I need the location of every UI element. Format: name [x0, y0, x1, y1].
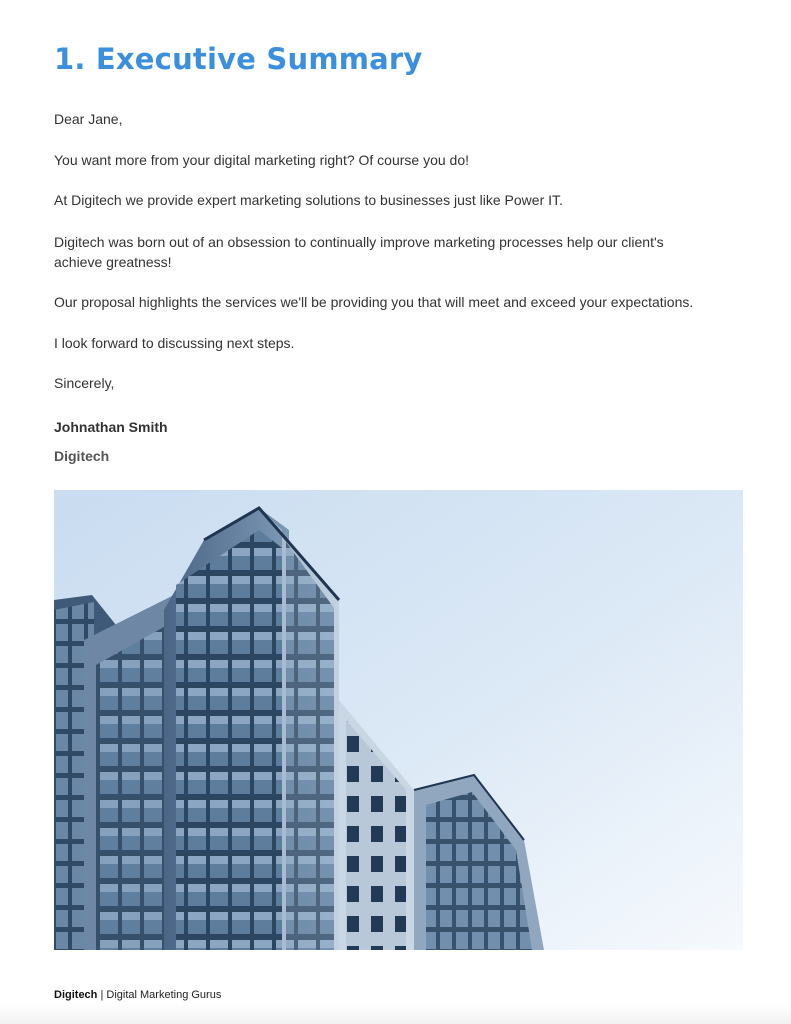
footer	[54, 989, 221, 1001]
signature-company: Digitech	[54, 448, 110, 464]
body-paragraph: Our proposal highlights the services we'll be providing you that will meet and exceed your expectations.	[54, 294, 694, 310]
body-paragraph: I look forward to discussing next steps.	[54, 335, 295, 351]
page-title: 1. Executive Summary	[54, 42, 423, 76]
footer-brand: Digitech	[54, 989, 98, 1001]
page-bottom-edge	[0, 1004, 791, 1024]
building-photo	[54, 490, 743, 950]
building-illustration	[54, 490, 743, 950]
body-paragraph: At Digitech we provide expert marketing solutions to businesses just like Power IT.	[54, 192, 563, 208]
footer-tagline: Digital Marketing Gurus	[106, 989, 222, 1001]
footer-separator: |	[97, 989, 107, 1001]
signature-name: Johnathan Smith	[54, 419, 168, 435]
body-paragraph: Digitech was born out of an obsession to continually improve marketing processes help our client's achieve greatness!	[54, 234, 664, 270]
closing: Sincerely,	[54, 375, 115, 391]
body-paragraph: You want more from your digital marketing right? Of course you do!	[54, 152, 470, 168]
salutation: Dear Jane,	[54, 111, 123, 127]
